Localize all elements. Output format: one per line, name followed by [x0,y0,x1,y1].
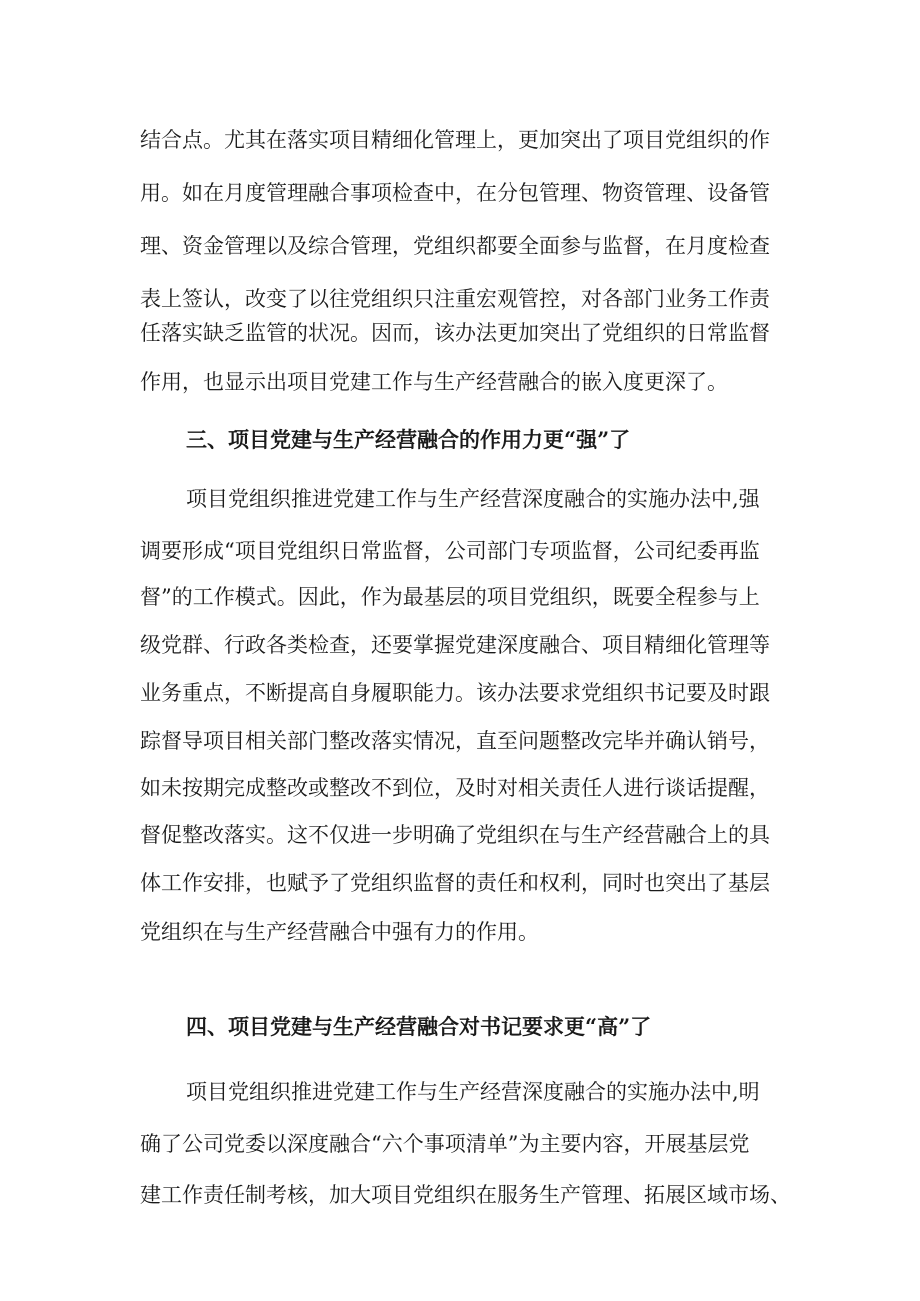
paragraph-line: 踪督导项目相关部门整改落实情况，直至问题整改完毕并确认销号， [140,729,770,753]
paragraph-line: 用。如在月度管理融合事项检查中，在分包管理、物资管理、设备管 [140,181,770,205]
paragraph-line: 督”的工作模式。因此，作为最基层的项目党组织，既要全程参与上 [140,585,760,609]
paragraph-line: 任落实缺乏监管的状况。因而，该办法更加突出了党组织的日常监督 [140,321,770,345]
section-heading-3: 三、项目党建与生产经营融合的作用力更“强”了 [186,427,631,452]
paragraph-line: 调要形成“项目党组织日常监督，公司部门专项监督，公司纪委再监 [140,539,760,563]
paragraph-line: 作用，也显示出项目党建工作与生产经营融合的嵌入度更深了。 [140,370,728,394]
section-heading-4: 四、项目党建与生产经营融合对书记要求更“高”了 [186,1014,652,1039]
paragraph-line: 业务重点，不断提高自身履职能力。该办法要求党组织书记要及时跟 [140,681,770,705]
paragraph-line: 表上签认，改变了以往党组织只注重宏观管控，对各部门业务工作责 [140,287,770,311]
paragraph-line: 项目党组织推进党建工作与生产经营深度融合的实施办法中,明 [186,1080,760,1104]
paragraph-line: 党组织在与生产经营融合中强有力的作用。 [140,920,539,944]
paragraph-line: 项目党组织推进党建工作与生产经营深度融合的实施办法中,强 [186,487,760,511]
paragraph-line: 建工作责任制考核，加大项目党组织在服务生产管理、拓展区域市场、 [140,1183,791,1207]
paragraph-line: 督促整改落实。这不仅进一步明确了党组织在与生产经营融合上的具 [140,823,770,847]
paragraph-line: 结合点。尤其在落实项目精细化管理上，更加突出了项目党组织的作 [140,128,770,152]
paragraph-line: 确了公司党委以深度融合“六个事项清单”为主要内容，开展基层党 [140,1132,750,1156]
paragraph-line: 如未按期完成整改或整改不到位，及时对相关责任人进行谈话提醒， [140,776,770,800]
paragraph-line: 体工作安排，也赋予了党组织监督的责任和权利，同时也突出了基层 [140,871,770,895]
paragraph-line: 级党群、行政各类检查，还要掌握党建深度融合、项目精细化管理等 [140,633,770,657]
paragraph-line: 理、资金管理以及综合管理，党组织都要全面参与监督，在月度检查 [140,234,770,258]
